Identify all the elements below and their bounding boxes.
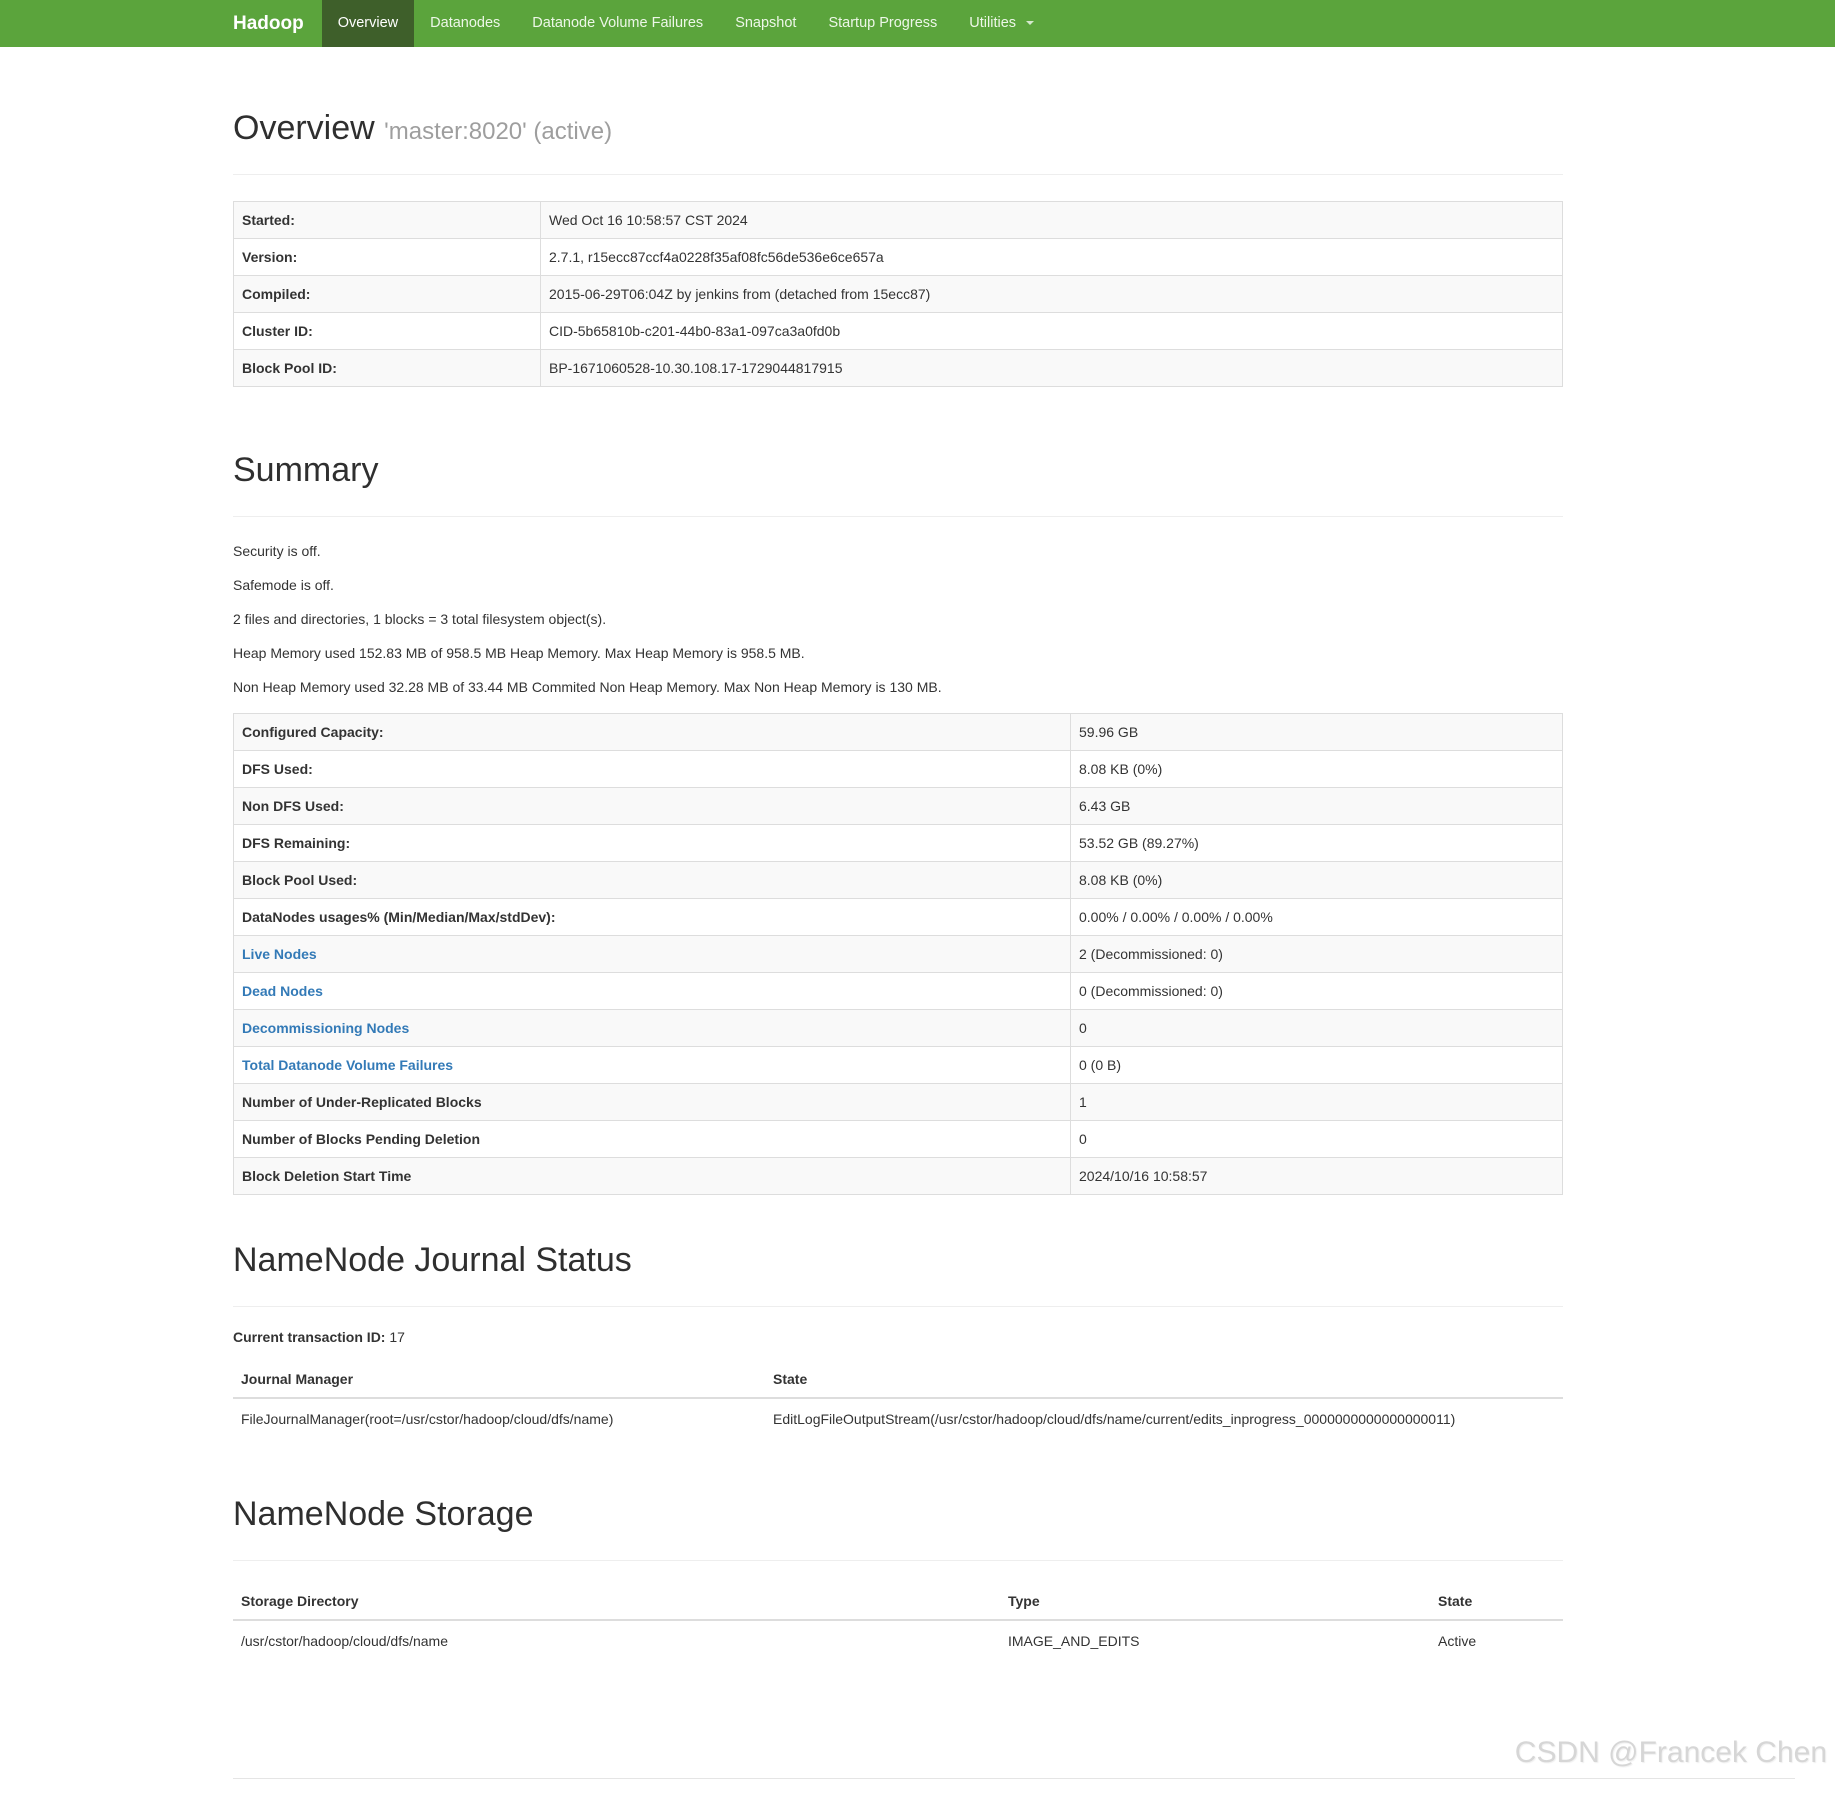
transaction-id-label: Current transaction ID: <box>233 1329 386 1345</box>
journal-manager: FileJournalManager(root=/usr/cstor/hadoop/cloud/dfs/name) <box>233 1398 765 1439</box>
caret-down-icon <box>1026 21 1034 25</box>
summary-label: Configured Capacity: <box>234 714 1071 751</box>
section-journal-status <box>233 1241 1563 1439</box>
summary-label: Number of Under-Replicated Blocks <box>234 1084 1071 1121</box>
overview-label: Block Pool ID: <box>234 350 541 387</box>
summary-value: 53.52 GB (89.27%) <box>1071 825 1563 862</box>
overview-header <box>233 109 1563 175</box>
summary-label: Block Pool Used: <box>234 862 1071 899</box>
page-title <box>233 109 1563 148</box>
overview-label: Cluster ID: <box>234 313 541 350</box>
main-content <box>233 109 1563 1661</box>
summary-row <box>234 751 1563 788</box>
nav-tab-startup-progress[interactable]: Startup Progress <box>828 15 938 31</box>
overview-row <box>234 202 1563 239</box>
summary-info-line: 2 files and directories, 1 blocks = 3 total filesystem object(s). <box>233 611 607 627</box>
overview-value: CID-5b65810b-c201-44b0-83a1-097ca3a0fd0b <box>541 313 1563 350</box>
overview-row <box>234 313 1563 350</box>
overview-title: Overview <box>233 109 375 147</box>
overview-subtitle: 'master:8020' (active) <box>384 118 613 145</box>
journal-title: NameNode Journal Status <box>233 1241 632 1279</box>
storage-title: NameNode Storage <box>233 1495 534 1533</box>
top-navbar <box>0 0 1835 47</box>
summary-value: 8.08 KB (0%) <box>1071 751 1563 788</box>
storage-table <box>233 1583 1563 1661</box>
nav-tab-overview[interactable]: Overview <box>322 0 414 47</box>
summary-link[interactable]: Decommissioning Nodes <box>242 1020 410 1036</box>
summary-row <box>234 788 1563 825</box>
storage-header <box>233 1495 1563 1561</box>
overview-value: 2015-06-29T06:04Z by jenkins from (detached from 15ecc87) <box>541 276 1563 313</box>
nav-tab-datanodes[interactable]: Datanodes <box>430 15 501 31</box>
summary-value: 6.43 GB <box>1071 788 1563 825</box>
overview-row <box>234 276 1563 313</box>
storage-type: IMAGE_AND_EDITS <box>1000 1620 1430 1661</box>
summary-label <box>234 1047 1071 1084</box>
summary-row <box>234 1158 1563 1195</box>
summary-title: Summary <box>233 451 379 489</box>
summary-header <box>233 451 1563 517</box>
overview-table <box>233 201 1563 387</box>
summary-label <box>234 936 1071 973</box>
summary-info-line: Non Heap Memory used 32.28 MB of 33.44 MB Commited Non Heap Memory. Max Non Heap Memory is 130 MB. <box>233 679 942 695</box>
summary-paragraphs <box>233 543 1563 695</box>
overview-row <box>234 350 1563 387</box>
transaction-id-value: 17 <box>389 1329 405 1345</box>
storage-row <box>233 1620 1563 1661</box>
summary-label: Block Deletion Start Time <box>234 1158 1071 1195</box>
summary-row <box>234 1010 1563 1047</box>
storage-col-state: State <box>1430 1583 1563 1620</box>
summary-label: DFS Remaining: <box>234 825 1071 862</box>
storage-state: Active <box>1430 1620 1563 1661</box>
overview-label: Version: <box>234 239 541 276</box>
storage-col-type: Type <box>1000 1583 1430 1620</box>
summary-label <box>234 1010 1071 1047</box>
summary-value: 0.00% / 0.00% / 0.00% / 0.00% <box>1071 899 1563 936</box>
summary-info-line: Security is off. <box>233 543 321 559</box>
footer-divider <box>233 1778 1795 1779</box>
summary-value: 59.96 GB <box>1071 714 1563 751</box>
summary-label <box>234 973 1071 1010</box>
summary-label: DFS Used: <box>234 751 1071 788</box>
summary-row <box>234 1121 1563 1158</box>
journal-header <box>233 1241 1563 1307</box>
summary-link[interactable]: Total Datanode Volume Failures <box>242 1057 454 1073</box>
summary-row <box>234 899 1563 936</box>
summary-value: 0 <box>1071 1121 1563 1158</box>
nav-tab-snapshot[interactable]: Snapshot <box>735 15 797 31</box>
summary-row <box>234 825 1563 862</box>
journal-col-manager: Journal Manager <box>233 1361 765 1398</box>
summary-row <box>234 1084 1563 1121</box>
journal-row <box>233 1398 1563 1439</box>
summary-value: 0 <box>1071 1010 1563 1047</box>
summary-row <box>234 714 1563 751</box>
summary-link[interactable]: Live Nodes <box>242 946 317 962</box>
summary-value: 8.08 KB (0%) <box>1071 862 1563 899</box>
journal-col-state: State <box>765 1361 1563 1398</box>
summary-info-line: Heap Memory used 152.83 MB of 958.5 MB Heap Memory. Max Heap Memory is 958.5 MB. <box>233 645 805 661</box>
overview-value: BP-1671060528-10.30.108.17-1729044817915 <box>541 350 1563 387</box>
section-summary <box>233 451 1563 1195</box>
section-namenode-storage <box>233 1495 1563 1661</box>
summary-label: Number of Blocks Pending Deletion <box>234 1121 1071 1158</box>
hadoop-brand[interactable]: Hadoop <box>233 13 304 34</box>
current-transaction-id <box>233 1329 1563 1345</box>
overview-value: 2.7.1, r15ecc87ccf4a0228f35af08fc56de536e6ce657a <box>541 239 1563 276</box>
summary-value: 0 (Decommissioned: 0) <box>1071 973 1563 1010</box>
summary-value: 1 <box>1071 1084 1563 1121</box>
storage-directory: /usr/cstor/hadoop/cloud/dfs/name <box>233 1620 1000 1661</box>
csdn-watermark: CSDN @Francek Chen <box>1514 1736 1827 1769</box>
nav-tab-utilities[interactable]: Utilities <box>953 0 1050 47</box>
nav-tab-datanode-volume-failures[interactable]: Datanode Volume Failures <box>532 15 704 31</box>
journal-state: EditLogFileOutputStream(/usr/cstor/hadoop/cloud/dfs/name/current/edits_inprogress_0000000000000000011) <box>765 1398 1563 1439</box>
summary-label: Non DFS Used: <box>234 788 1071 825</box>
summary-value: 2 (Decommissioned: 0) <box>1071 936 1563 973</box>
summary-table <box>233 713 1563 1195</box>
summary-value: 2024/10/16 10:58:57 <box>1071 1158 1563 1195</box>
summary-info-line: Safemode is off. <box>233 577 334 593</box>
summary-row <box>234 1047 1563 1084</box>
summary-link[interactable]: Dead Nodes <box>242 983 323 999</box>
summary-value: 0 (0 B) <box>1071 1047 1563 1084</box>
summary-row <box>234 936 1563 973</box>
overview-label: Compiled: <box>234 276 541 313</box>
storage-col-directory: Storage Directory <box>233 1583 1000 1620</box>
section-overview <box>233 109 1563 387</box>
overview-value: Wed Oct 16 10:58:57 CST 2024 <box>541 202 1563 239</box>
summary-label: DataNodes usages% (Min/Median/Max/stdDev): <box>234 899 1071 936</box>
summary-row <box>234 862 1563 899</box>
summary-row <box>234 973 1563 1010</box>
journal-table <box>233 1361 1563 1439</box>
navbar-items <box>322 0 1050 47</box>
overview-label: Started: <box>234 202 541 239</box>
overview-row <box>234 239 1563 276</box>
